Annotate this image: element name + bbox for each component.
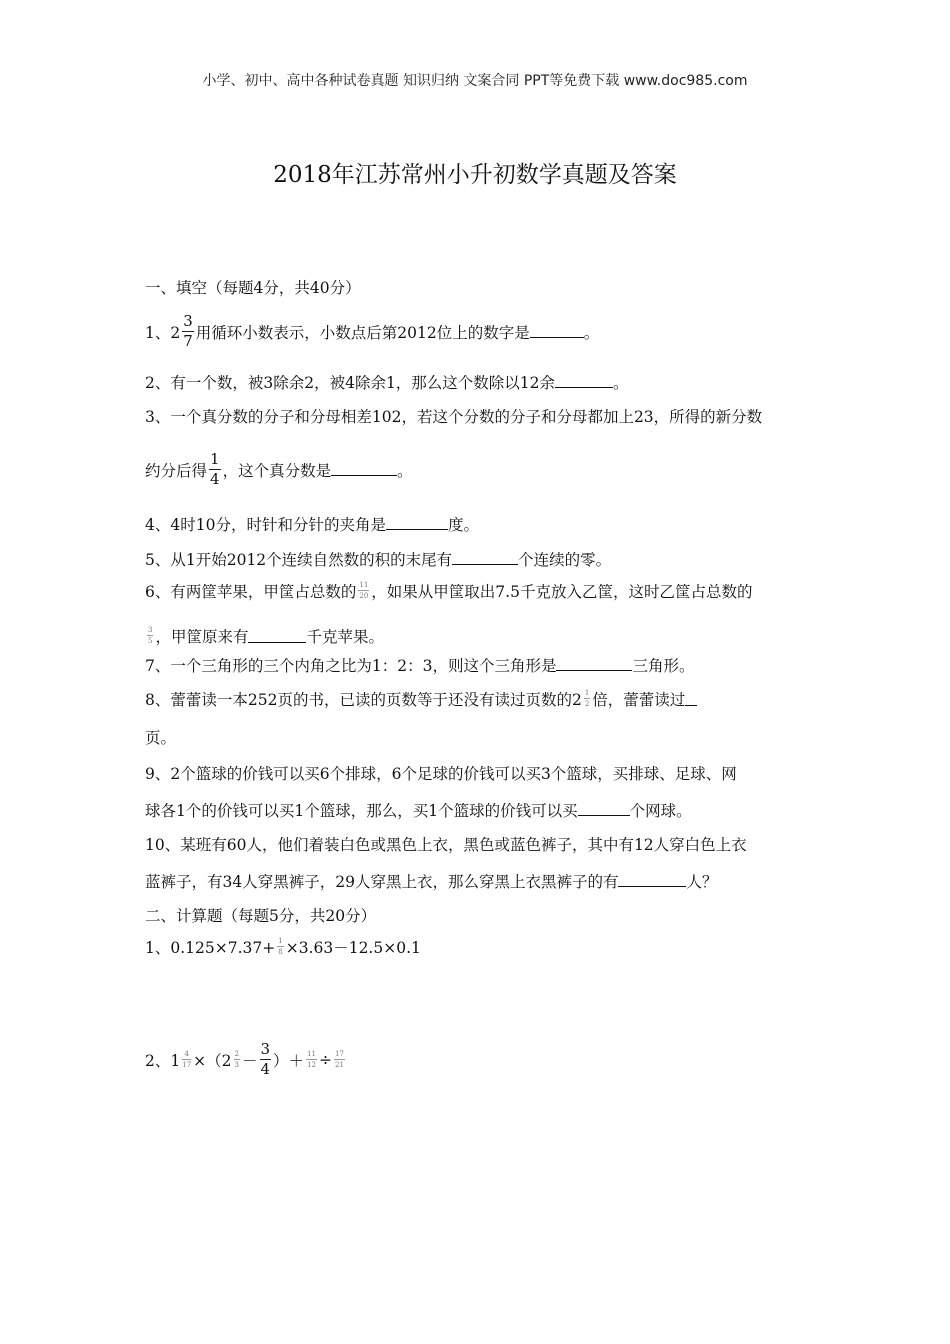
question-6-line-2 [145, 618, 384, 647]
q5-text: 5、从1开始2012个连续自然数的积的末尾有 [145, 551, 453, 569]
q8-text-a: 8、蕾蕾读一本252页的书，已读的页数等于还没有读过页数的2 [145, 691, 582, 709]
question-5 [145, 548, 611, 570]
c2-text-d: ）＋ [273, 1051, 305, 1070]
fraction [260, 1042, 272, 1077]
fraction-numerator: 1 [210, 450, 220, 468]
q3-end: 。 [397, 461, 413, 480]
answer-blank [530, 325, 584, 338]
fraction-denominator: 4 [260, 1060, 271, 1078]
answer-blank [578, 803, 630, 816]
q10-text-a: 蓝裤子，有34人穿黑裤子，29人穿黑上衣，那么穿黑上衣黑裤子的有 [145, 873, 619, 891]
fraction-numerator: 4 [182, 1051, 191, 1060]
q1-prefix: 1、2 [145, 323, 181, 342]
question-7 [145, 654, 694, 676]
fraction [334, 1051, 345, 1069]
fraction-numerator: 1 [584, 689, 590, 697]
fraction [182, 1051, 191, 1069]
fraction-numerator: 3 [260, 1040, 271, 1058]
question-8-line-1 [145, 688, 697, 710]
fraction-numerator: 3 [183, 312, 193, 330]
fraction-denominator: 20 [359, 592, 369, 600]
question-9-line-2 [145, 799, 692, 821]
c2-text-e: ÷ [318, 1050, 332, 1069]
page-header: 小学、初中、高中各种试卷真题 知识归纳 文案合同 PPT等免费下载 www.doc985.com [202, 73, 748, 89]
page-title: 2018年江苏常州小升初数学真题及答案 [273, 162, 677, 188]
q5-end: 个连续的零。 [518, 551, 612, 569]
question-4 [145, 513, 479, 535]
c2-text-b: ×（2 [193, 1051, 232, 1070]
fraction [182, 314, 194, 349]
fraction-denominator: 12 [307, 1060, 316, 1069]
q4-end: 度。 [447, 516, 479, 534]
fraction [584, 690, 590, 708]
fraction-numerator: 17 [334, 1049, 344, 1058]
answer-blank [452, 552, 518, 565]
fraction [209, 452, 221, 487]
fraction-denominator: 5 [148, 637, 153, 645]
fraction [277, 938, 283, 956]
q3-text: ，这个真分数是 [222, 461, 332, 480]
c2-text-a: 2、1 [145, 1051, 181, 1070]
answer-blank [248, 630, 306, 643]
q9-text-b: 个网球。 [629, 802, 692, 820]
q6-text-b: ，如果从甲筐取出7.5千克放入乙筐，这时乙筐占总数的 [371, 583, 753, 601]
fraction-denominator: 3 [234, 1060, 239, 1069]
q6-text-a: 6、有两筐苹果，甲筐占总数的 [145, 583, 357, 601]
fraction-denominator: 7 [183, 332, 193, 350]
q7-text: 7、一个三角形的三个内角之比为1：2：3，则这个三角形是 [145, 657, 557, 675]
calc-1 [145, 936, 421, 958]
q1-end: 。 [583, 323, 600, 342]
section-heading: 二、计算题（每题5分，共20分） [145, 907, 377, 925]
fraction-numerator: 2 [234, 1049, 239, 1058]
fraction-denominator: 17 [182, 1060, 192, 1069]
c2-text-c: － [241, 1051, 258, 1070]
fraction-numerator: 11 [307, 1049, 316, 1058]
answer-blank [555, 375, 613, 388]
question-3-line-2 [145, 452, 413, 487]
q4-text: 4、4时10分，时针和分针的夹角是 [145, 516, 386, 534]
question-3-line-1: 3、一个真分数的分子和分母相差102，若这个分数的分子和分母都加上23，所得的新分数 [145, 408, 763, 426]
question-2 [145, 371, 629, 393]
q1-text: 用循环小数表示，小数点后第2012位上的数字是 [195, 323, 530, 342]
answer-blank [556, 658, 632, 671]
question-1 [145, 314, 599, 349]
section-heading: 一、填空（每题4分，共40分） [145, 279, 361, 297]
fraction-denominator: 2 [584, 700, 590, 708]
q10-text-b: 人？ [686, 873, 718, 891]
question-9-line-1: 9、2个篮球的价钱可以买6个排球，6个足球的价钱可以买3个篮球，买排球、足球、网 [145, 765, 737, 783]
fraction [306, 1051, 317, 1069]
c1-text-b: ×3.63－12.5×0.1 [285, 939, 421, 957]
answer-blank [386, 517, 448, 530]
fraction-denominator: 4 [210, 470, 220, 488]
fraction [147, 627, 153, 645]
c1-text-a: 1、0.125×7.37+ [145, 939, 276, 957]
fraction-numerator: 1 [278, 937, 283, 945]
q9-text-a: 球各1个的价钱可以买1个篮球，那么，买1个篮球的价钱可以买 [145, 802, 578, 820]
question-8-line-2: 页。 [145, 729, 177, 747]
fraction-denominator: 21 [334, 1060, 344, 1069]
question-10-line-2 [145, 870, 717, 892]
fraction [358, 582, 369, 600]
q2-text: 2、有一个数，被3除余2，被4除余1，那么这个数除以12余 [145, 374, 556, 392]
question-6-line-1 [145, 580, 752, 602]
q7-end: 三角形。 [632, 657, 695, 675]
answer-blank [685, 693, 697, 706]
fraction-denominator: 8 [278, 948, 283, 956]
answer-blank [618, 874, 686, 887]
q8-text-b: 倍，蕾蕾读过 [592, 691, 686, 709]
fraction-numerator: 3 [148, 626, 153, 634]
q6-text-d: 千克苹果。 [306, 628, 384, 646]
calc-2 [145, 1042, 347, 1077]
fraction [234, 1051, 240, 1069]
q2-end: 。 [613, 374, 629, 392]
question-10-line-1: 10、某班有60人，他们着装白色或黑色上衣，黑色或蓝色裤子，其中有12人穿白色上衣 [145, 836, 747, 854]
q3-pre: 约分后得 [145, 461, 208, 480]
fraction-numerator: 11 [359, 581, 369, 589]
answer-blank [331, 463, 397, 476]
q6-text-c: ，甲筐原来有 [155, 628, 249, 646]
